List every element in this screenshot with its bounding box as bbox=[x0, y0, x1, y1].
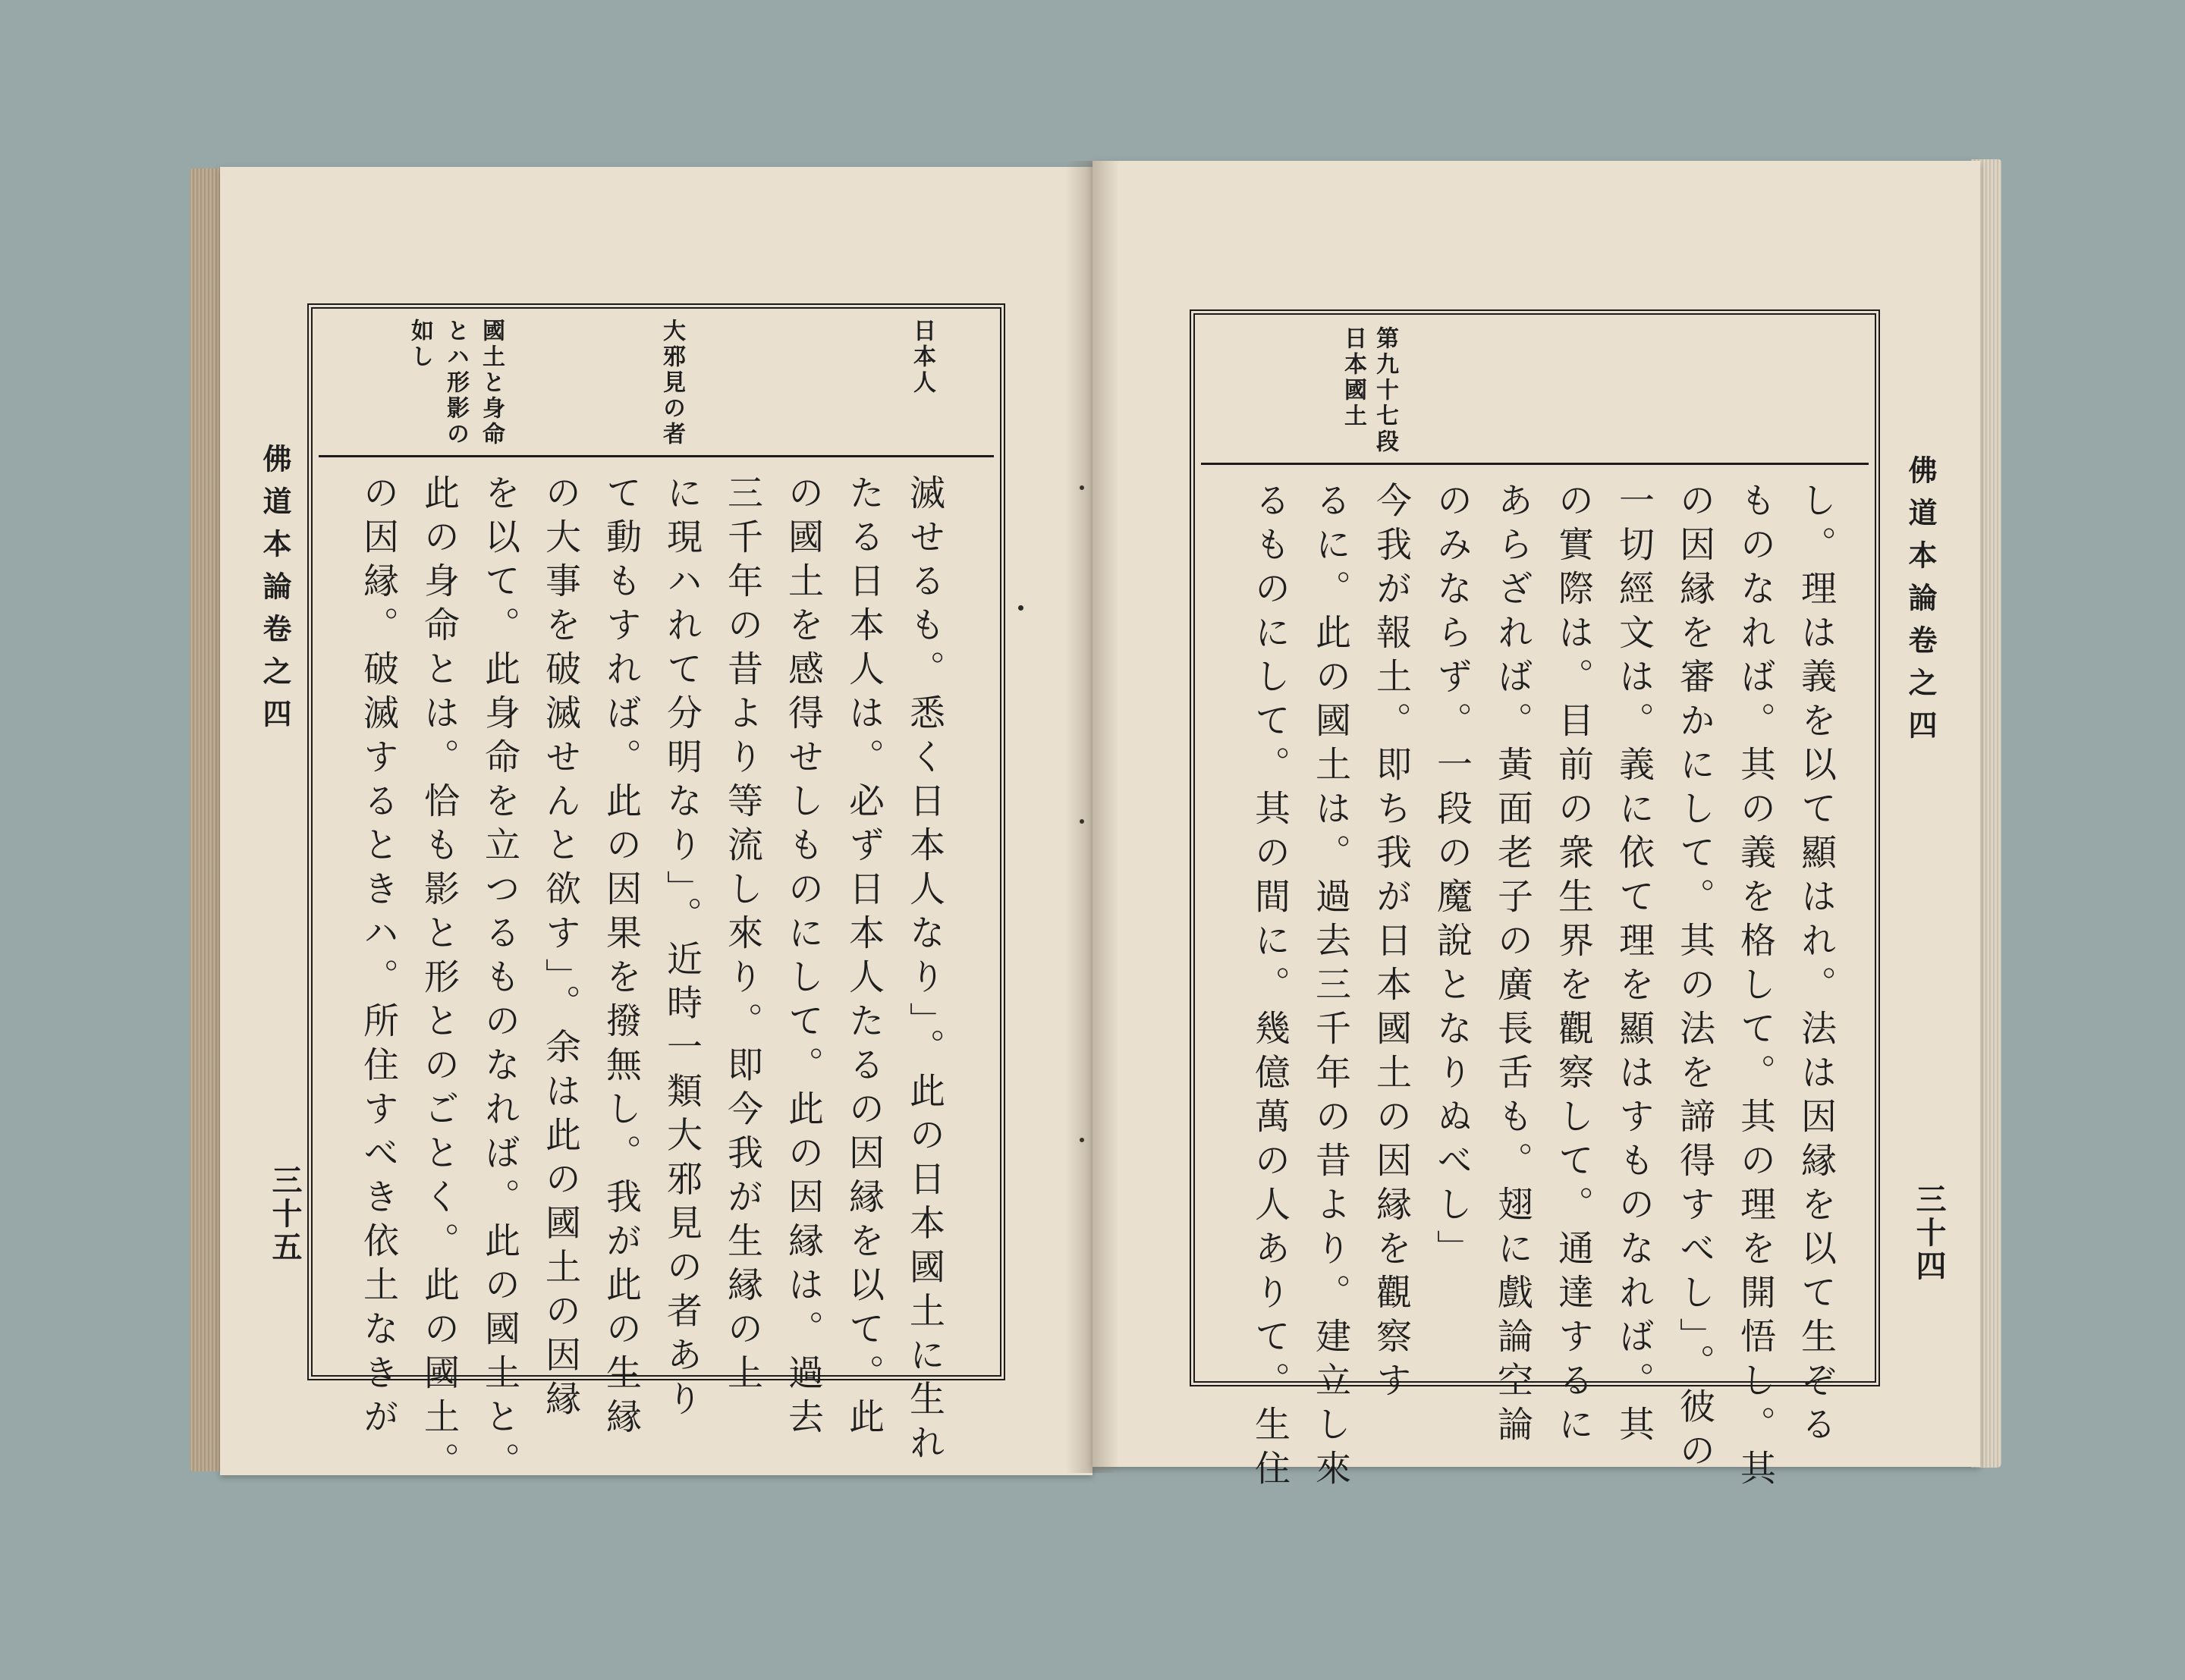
left-text-column: の大事を破滅せんと欲す」。余は此の國土の因縁 bbox=[539, 474, 581, 1424]
left-headnote: 國土と身命 bbox=[478, 319, 505, 447]
left-text-column: の因縁。破滅するときハ。所住すべき依土なきが bbox=[357, 474, 399, 1442]
right-text-column: 一切經文は。義に依て理を顯はすものなれば。其 bbox=[1613, 482, 1655, 1449]
left-head-rule bbox=[319, 455, 994, 457]
binding-stitch bbox=[1080, 485, 1084, 490]
left-text-frame bbox=[307, 303, 1005, 1380]
right-text-column: の實際は。目前の衆生界を觀察して。通達するに bbox=[1552, 482, 1594, 1449]
left-headnote: 大邪見の者 bbox=[659, 319, 685, 447]
book-gutter bbox=[1066, 161, 1119, 1473]
left-text-column: 滅せるも。悉く日本人なり」。此の日本國土に生れ bbox=[904, 474, 945, 1468]
left-running-title: 佛道本論卷之四 bbox=[258, 444, 292, 741]
right-text-column: ものなれば。其の義を格して。其の理を開悟し。其 bbox=[1734, 482, 1776, 1493]
binding-stitch bbox=[1080, 1138, 1084, 1142]
ink-speck bbox=[1018, 605, 1023, 611]
right-text-column: あらざれば。黃面老子の廣長舌も。翅に戲論空論 bbox=[1492, 482, 1533, 1449]
right-text-column: 今我が報土。即ち我が日本國土の因縁を觀察す bbox=[1370, 482, 1412, 1405]
left-text-column: 此の身命とは。恰も影と形とのごとく。此の國土。 bbox=[418, 474, 460, 1486]
right-text-column: るものにして。其の間に。幾億萬の人ありて。生住 bbox=[1249, 482, 1291, 1493]
right-text-column: の因縁を審かにして。其の法を諦得すべし」。彼の bbox=[1674, 482, 1715, 1476]
right-headnote: 日本國土 bbox=[1340, 326, 1366, 429]
left-text-column: の國土を感得せしものにして。此の因縁は。過去 bbox=[782, 474, 824, 1442]
right-text-frame bbox=[1190, 309, 1880, 1386]
left-text-column: 三千年の昔より等流し來り。即今我が生縁の上 bbox=[722, 474, 763, 1398]
right-text-column: のみならず。一段の魔說となりぬべし」 bbox=[1431, 482, 1473, 1273]
left-headnote: とハ形影の bbox=[442, 319, 469, 447]
right-head-rule bbox=[1201, 463, 1869, 465]
left-text-column: て動もすれば。此の因果を撥無し。我が此の生縁 bbox=[600, 474, 642, 1442]
left-headnote: 如し bbox=[407, 319, 433, 370]
right-page-number: 三十四 bbox=[1911, 1183, 1947, 1283]
right-text-column: るに。此の國土は。過去三千年の昔より。建立し來 bbox=[1309, 482, 1351, 1493]
right-headnote: 第九十七段 bbox=[1372, 326, 1398, 455]
left-text-column: を以て。此身命を立つるものなれば。此の國土と。 bbox=[479, 474, 520, 1486]
binding-stitch bbox=[1080, 819, 1084, 824]
left-text-column: たる日本人は。必ず日本人たるの因縁を以て。此 bbox=[843, 474, 885, 1442]
right-running-title: 佛道本論卷之四 bbox=[1904, 455, 1938, 752]
left-page-number: 三十五 bbox=[267, 1164, 303, 1264]
left-text-column: に現ハれて分明なり」。近時一類大邪見の者あり bbox=[661, 474, 703, 1424]
left-headnote: 日本人 bbox=[909, 319, 935, 396]
right-text-column: し。理は義を以て顯はれ。法は因縁を以て生ぞる bbox=[1795, 482, 1837, 1449]
